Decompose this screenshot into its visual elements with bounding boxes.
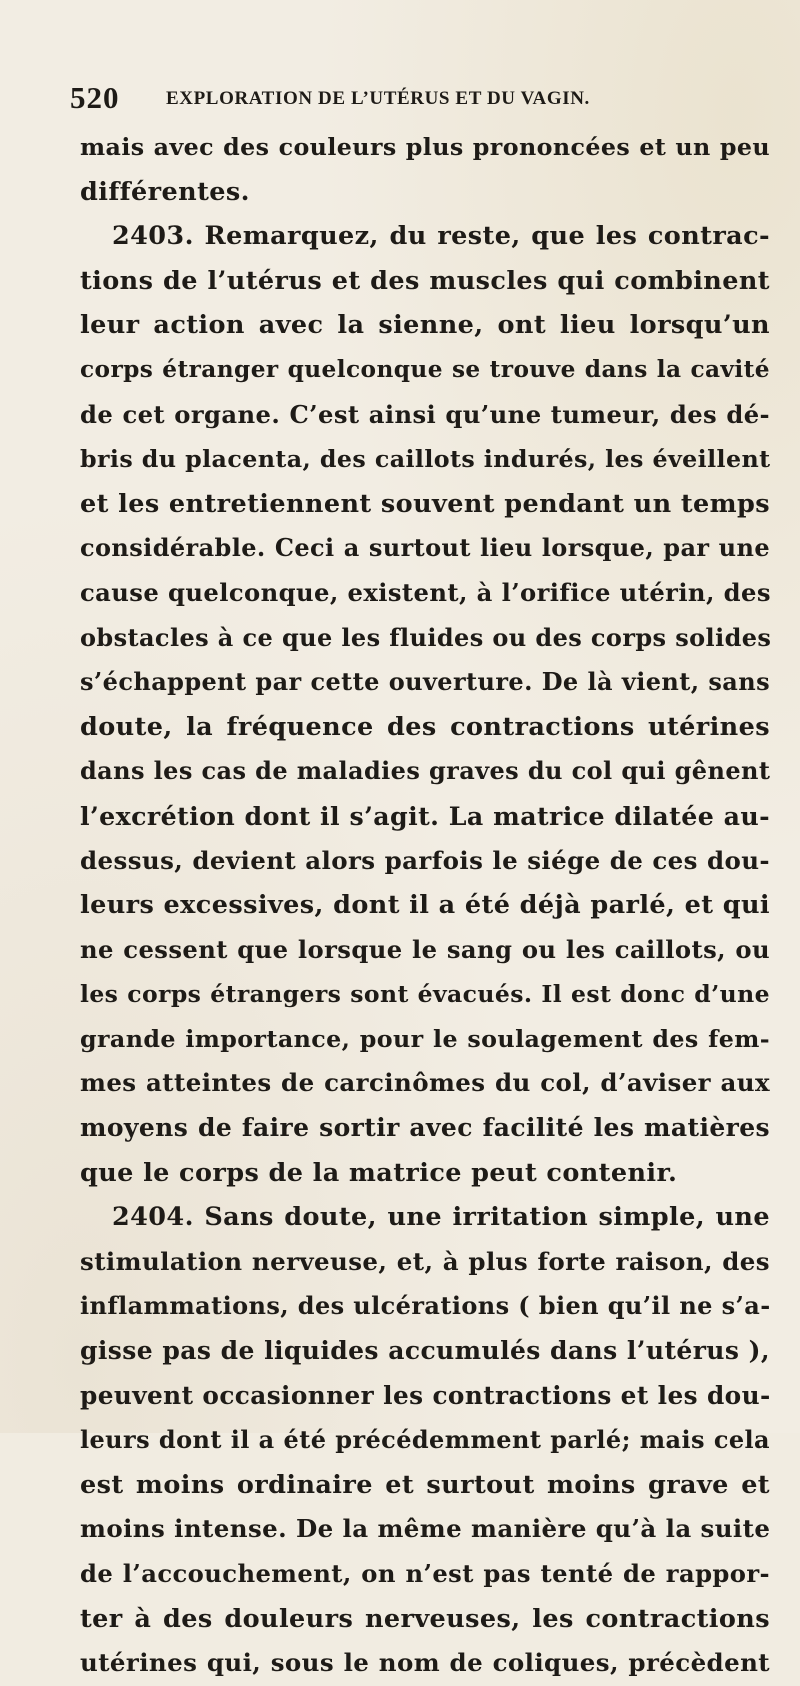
text-line: stimulation nerveuse, et, à plus forte raison, des xyxy=(80,1246,770,1276)
text-line: cause quelconque, existent, à l’orifice utérin, des xyxy=(80,577,771,607)
text-line: moins intense. De la même manière qu’à la suite xyxy=(80,1514,771,1544)
text-line: obstacles à ce que les fluides ou des corps solides xyxy=(80,622,772,652)
text-line: mais avec des couleurs plus prononcées et un peu xyxy=(80,133,770,161)
text-line: est moins ordinaire et surtout moins grave et xyxy=(80,1469,770,1500)
running-head: EXPLORATION DE L’UTÉRUS ET DU VAGIN. xyxy=(166,88,590,109)
text-line-paragraph-start: 2403. Remarquez, du reste, que les contrac- xyxy=(112,221,770,252)
text-line-paragraph-start: 2404. Sans doute, une irritation simple, une xyxy=(112,1202,770,1233)
text-line: moyens de faire sortir avec facilité les matières xyxy=(80,1113,770,1143)
text-line: peuvent occasionner les contractions et les dou- xyxy=(80,1380,771,1410)
page-number: 520 xyxy=(70,80,120,115)
text-line: les corps étrangers sont évacués. Il est donc d’une xyxy=(80,980,770,1009)
text-line: ne cessent que lorsque le sang ou les caillots, ou xyxy=(80,934,770,964)
text-line: de l’accouchement, on n’est pas tenté de rappor- xyxy=(80,1559,770,1588)
text-line: doute, la fréquence des contractions utérines xyxy=(80,711,770,742)
text-line: grande importance, pour le soulagement des fem- xyxy=(80,1024,770,1053)
text-line: gisse pas de liquides accumulés dans l’utérus ), xyxy=(80,1336,770,1366)
body-text xyxy=(80,125,770,1686)
text-line: et les entretiennent souvent pendant un temps xyxy=(80,488,770,519)
text-line: bris du placenta, des caillots indurés, les éveillent xyxy=(80,445,771,474)
page-header xyxy=(70,78,760,118)
text-line: corps étranger quelconque se trouve dans la cavité xyxy=(80,355,770,383)
text-line: leurs dont il a été précédemment parlé; mais cela xyxy=(80,1425,770,1455)
text-line: tions de l’utérus et des muscles qui combinent xyxy=(80,265,770,296)
text-line: leur action avec la sienne, ont lieu lorsqu’un xyxy=(80,310,770,341)
text-line: dessus, devient alors parfois le siége de ces dou- xyxy=(80,845,770,875)
text-line: s’échappent par cette ouverture. De là vient, sans xyxy=(80,667,770,697)
text-line: considérable. Ceci a surtout lieu lorsque, par une xyxy=(80,533,770,563)
text-line: différentes. xyxy=(80,176,250,207)
text-line: inflammations, des ulcérations ( bien qu’il ne s’a- xyxy=(80,1291,771,1321)
text-line: l’excrétion dont il s’agit. La matrice dilatée au- xyxy=(80,800,770,831)
text-line: de cet organe. C’est ainsi qu’une tumeur, des dé- xyxy=(80,399,770,429)
text-line: mes atteintes de carcinômes du col, d’aviser aux xyxy=(80,1068,770,1098)
text-line: utérines qui, sous le nom de coliques, précèdent xyxy=(80,1648,770,1678)
text-line: que le corps de la matrice peut contenir. xyxy=(80,1157,678,1188)
text-line: ter à des douleurs nerveuses, les contractions xyxy=(80,1603,770,1634)
text-line: dans les cas de maladies graves du col qui gênent xyxy=(80,756,771,786)
text-line: leurs excessives, dont il a été déjà parlé, et qui xyxy=(80,890,770,921)
